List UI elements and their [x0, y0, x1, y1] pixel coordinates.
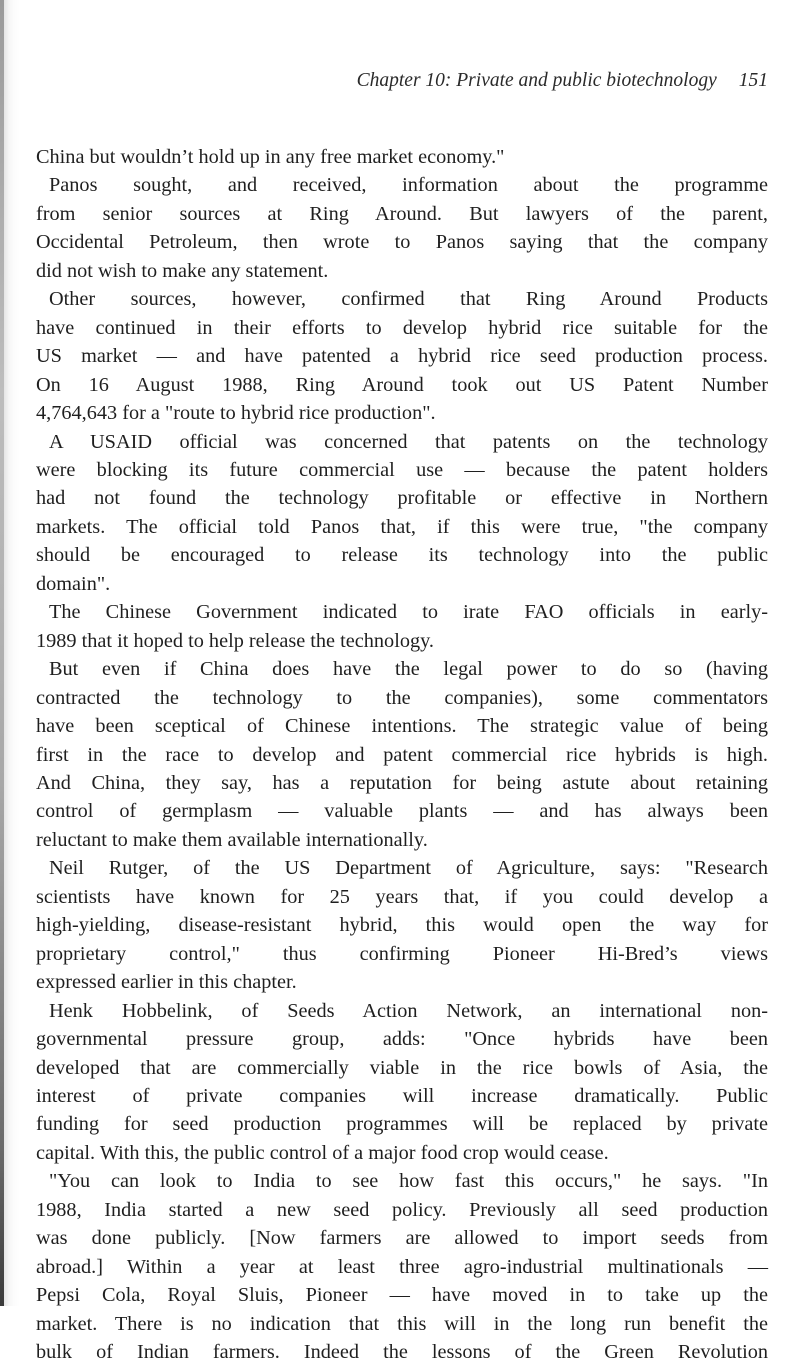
text-line: control of germplasm — valuable plants — and has always been [36, 800, 768, 823]
text-line: Occidental Petroleum, then wrote to Panos saying that the company [36, 231, 768, 254]
text-line: have been sceptical of Chinese intentions. The strategic value of being [36, 715, 768, 738]
chapter-title: Chapter 10: Private and public biotechnology [356, 70, 717, 91]
text-line: high-yielding, disease-resistant hybrid, this would open the way for [36, 914, 768, 937]
running-head [0, 70, 768, 92]
text-line: contracted the technology to the companies), some commentators [36, 686, 768, 709]
text-line: interest of private companies will increase dramatically. Public [36, 1084, 768, 1107]
text-line: have continued in their efforts to develop hybrid rice suitable for the [36, 316, 768, 339]
text-line: should be encouraged to release its technology into the public [36, 544, 768, 567]
text-line: domain". [36, 572, 111, 595]
text-line: first in the race to develop and patent commercial rice hybrids is high. [36, 743, 768, 766]
page-spine-shadow [0, 0, 4, 1306]
text-line: scientists have known for 25 years that, if you could develop a [36, 885, 768, 908]
text-line: China but wouldn’t hold up in any free market economy." [36, 146, 505, 168]
text-line: 1989 that it hoped to help release the technology. [36, 629, 434, 652]
text-line: were blocking its future commercial use — because the patent holders [36, 458, 768, 481]
text-line: market. There is no indication that this will in the long run benefit the [36, 1312, 768, 1335]
text-line: expressed earlier in this chapter. [36, 971, 297, 994]
text-line: funding for seed production programmes will be replaced by private [36, 1113, 768, 1136]
text-line: Panos sought, and received, information about the programme [49, 174, 768, 197]
text-line: But even if China does have the legal power to do so (having [49, 658, 768, 681]
text-line: proprietary control," thus confirming Pioneer Hi-Bred’s views [36, 942, 768, 965]
text-line: was done publicly. [Now farmers are allowed to import seeds from [36, 1227, 768, 1250]
body-text [36, 143, 768, 1366]
text-line: A USAID official was concerned that patents on the technology [49, 430, 768, 453]
text-line: from senior sources at Ring Around. But lawyers of the parent, [36, 202, 768, 225]
text-line: Neil Rutger, of the US Department of Agriculture, says: "Research [49, 857, 768, 880]
text-line: capital. With this, the public control of a major food crop would cease. [36, 1141, 609, 1164]
text-line: reluctant to make them available internationally. [36, 828, 428, 851]
text-line: abroad.] Within a year at least three agro-industrial multinationals — [36, 1255, 768, 1278]
text-line: developed that are commercially viable in the rice bowls of Asia, the [36, 1056, 768, 1079]
page-number: 151 [738, 70, 768, 91]
text-line: The Chinese Government indicated to irate FAO officials in early- [49, 601, 768, 624]
text-line: governmental pressure group, adds: "Once hybrids have been [36, 1028, 768, 1051]
text-line: And China, they say, has a reputation for being astute about retaining [36, 771, 768, 794]
text-line: Henk Hobbelink, of Seeds Action Network, an international non- [49, 999, 768, 1022]
text-line: Pepsi Cola, Royal Sluis, Pioneer — have moved in to take up the [36, 1284, 768, 1307]
text-line: markets. The official told Panos that, if this were true, "the company [36, 515, 768, 538]
text-line: On 16 August 1988, Ring Around took out US Patent Number [36, 373, 768, 396]
text-line: 1988, India started a new seed policy. Previously all seed production [36, 1198, 768, 1221]
text-line: bulk of Indian farmers. Indeed the lessons of the Green Revolution [36, 1341, 768, 1364]
text-line: had not found the technology profitable or effective in Northern [36, 487, 768, 510]
text-line: did not wish to make any statement. [36, 259, 329, 282]
text-line: Other sources, however, confirmed that Ring Around Products [49, 288, 768, 311]
text-line: 4,764,643 for a "route to hybrid rice production". [36, 402, 436, 425]
text-line: US market — and have patented a hybrid rice seed production process. [36, 345, 768, 368]
text-line: "You can look to India to see how fast this occurs," he says. "In [49, 1170, 768, 1193]
